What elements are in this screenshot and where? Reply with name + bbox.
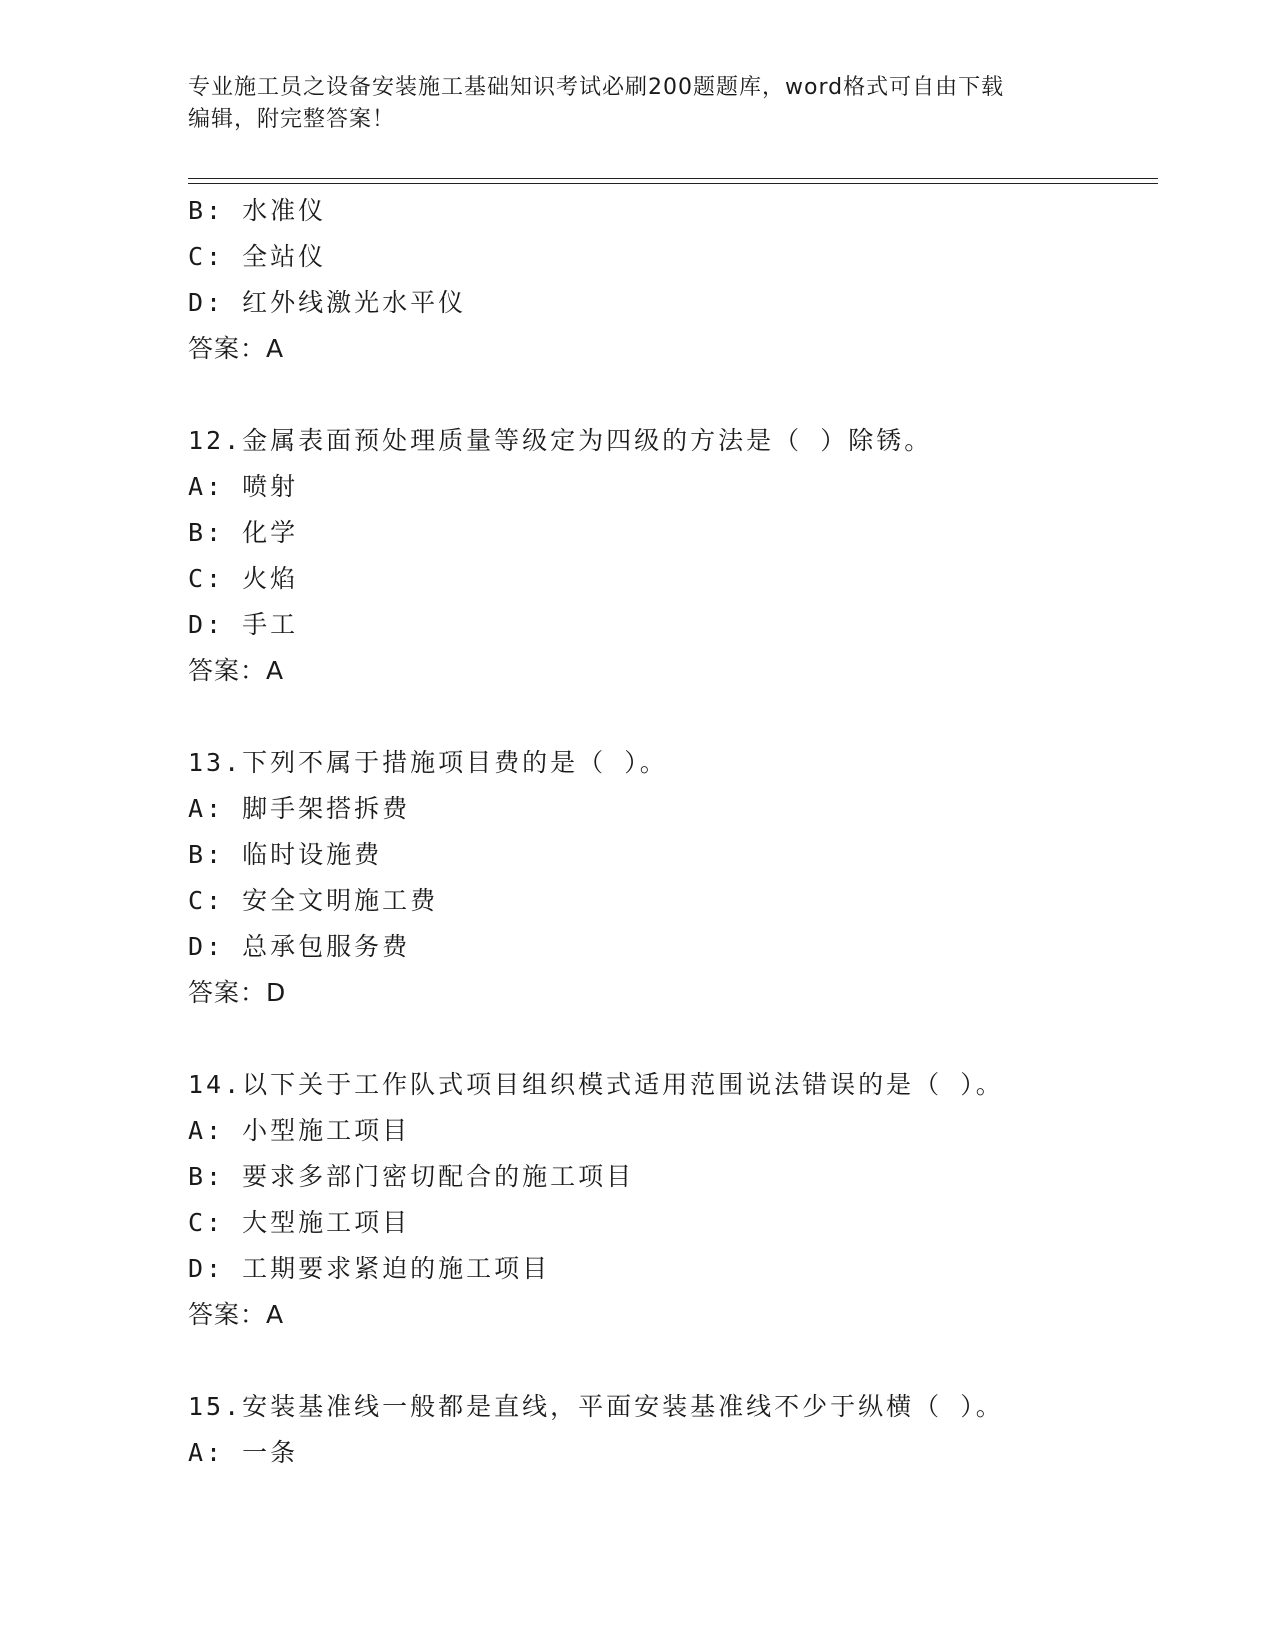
answer-text: 答案：A xyxy=(188,656,285,685)
option-text: A: 一条 xyxy=(188,1438,299,1467)
question-text: 13.下列不属于措施项目费的是（ ）。 xyxy=(188,748,668,777)
option-text: B: 化学 xyxy=(188,518,299,547)
option-text: C: 大型施工项目 xyxy=(188,1208,411,1237)
option-text: D: 红外线激光水平仪 xyxy=(188,288,467,317)
option-text: A: 脚手架搭拆费 xyxy=(188,794,411,823)
question-text: 15.安装基准线一般都是直线，平面安装基准线不少于纵横（ ）。 xyxy=(188,1392,1004,1421)
header-divider-top xyxy=(188,178,1158,179)
header-title-line-2: 编辑，附完整答案！ xyxy=(188,107,396,132)
document-header xyxy=(188,72,1088,136)
answer-text: 答案：A xyxy=(188,1300,285,1329)
header-title-line-1: 专业施工员之设备安装施工基础知识考试必刷200题题库，word格式可自由下载 xyxy=(188,75,1005,100)
option-text: C: 火焰 xyxy=(188,564,299,593)
option-text: D: 工期要求紧迫的施工项目 xyxy=(188,1254,551,1283)
section-spacer xyxy=(188,1338,1148,1384)
option-text: D: 总承包服务费 xyxy=(188,932,411,961)
answer-text: 答案：A xyxy=(188,334,285,363)
option-text: D: 手工 xyxy=(188,610,299,639)
question-list xyxy=(188,188,1148,1476)
answer-text: 答案：D xyxy=(188,978,287,1007)
option-text: C: 安全文明施工费 xyxy=(188,886,439,915)
option-text: C: 全站仪 xyxy=(188,242,327,271)
option-text: B: 水准仪 xyxy=(188,196,327,225)
section-spacer xyxy=(188,1016,1148,1062)
option-text: B: 临时设施费 xyxy=(188,840,383,869)
option-text: A: 喷射 xyxy=(188,472,299,501)
section-spacer xyxy=(188,694,1148,740)
question-text: 12.金属表面预处理质量等级定为四级的方法是（ ）除锈。 xyxy=(188,426,933,455)
option-text: A: 小型施工项目 xyxy=(188,1116,411,1145)
question-text: 14.以下关于工作队式项目组织模式适用范围说法错误的是（ ）。 xyxy=(188,1070,1004,1099)
section-spacer xyxy=(188,372,1148,418)
option-text: B: 要求多部门密切配合的施工项目 xyxy=(188,1162,635,1191)
header-divider-bottom xyxy=(188,183,1158,184)
